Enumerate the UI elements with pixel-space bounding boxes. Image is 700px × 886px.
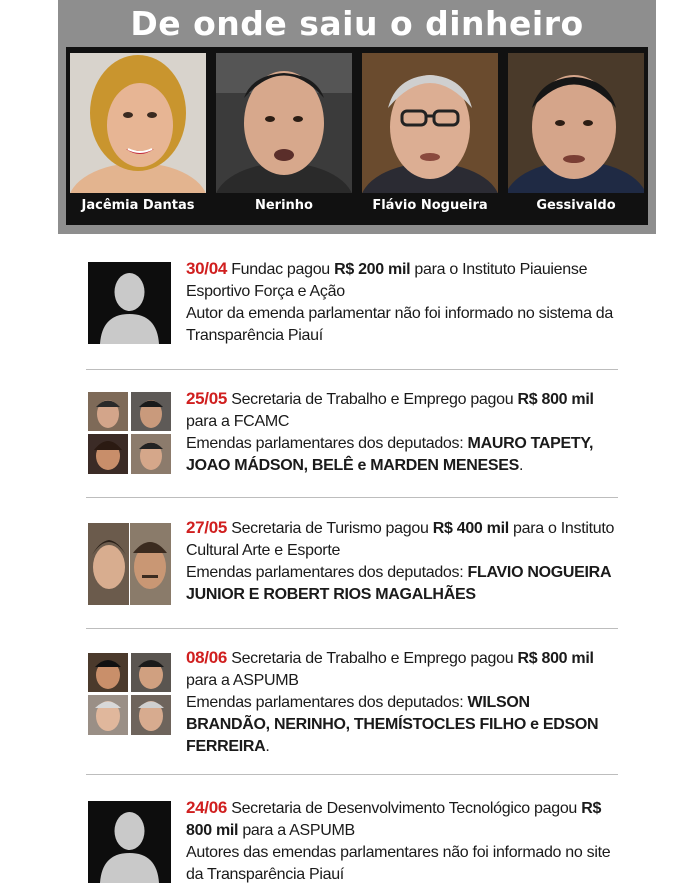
caption-gessivaldo: Gessivaldo [536, 198, 616, 213]
divider [86, 628, 618, 629]
entry-payer: Fundac pagou [231, 261, 330, 278]
entry-deputies: MAURO TAPETY, JOAO MÁDSON, BELÊ e MARDEN MENESES [186, 435, 594, 474]
divider [86, 369, 618, 370]
entry-note-prefix: Emendas parlamentares dos deputados: [186, 564, 464, 581]
header-panel [58, 0, 656, 234]
entry-note-prefix: Emendas parlamentares dos deputados: [186, 435, 464, 452]
entry-note: Autor da emenda parlamentar não foi informado no sistema da Transparência Piauí [186, 305, 614, 344]
portrait-flavio-nogueira [362, 53, 498, 193]
entry-end: . [518, 457, 524, 474]
entry-payer: Secretaria de Desenvolvimento Tecnológico pagou [231, 800, 578, 817]
entry-amount: R$ 800 mil [186, 800, 602, 839]
list-item [86, 517, 618, 609]
anonymous-silhouette-icon [88, 801, 171, 883]
caption-flavio-nogueira: Flávio Nogueira [372, 198, 488, 213]
portrait-gessivaldo [508, 53, 644, 193]
page-title: De onde saiu o dinheiro [130, 4, 584, 43]
list-item [86, 388, 618, 480]
entry-date: 27/05 [186, 518, 228, 537]
entry-amount: R$ 800 mil [517, 650, 594, 667]
entry-deputies: FLAVIO NOGUEIRA JUNIOR E ROBERT RIOS MAGALHÃES [186, 564, 611, 603]
entry-note: Autores das emendas parlamentares não foi informado no site da Transparência Piauí [186, 844, 611, 883]
deputies-photo-group [88, 523, 171, 605]
entry-recipient: para a ASPUMB [186, 672, 299, 689]
caption-nerinho: Nerinho [254, 198, 313, 213]
photo-strip [66, 47, 648, 225]
divider [86, 774, 618, 775]
divider [86, 497, 618, 498]
anonymous-silhouette-icon [88, 262, 171, 344]
entry-payer: Secretaria de Trabalho e Emprego pagou [231, 391, 514, 408]
entry-amount: R$ 400 mil [432, 520, 509, 537]
entry-payer: Secretaria de Trabalho e Emprego pagou [231, 650, 514, 667]
entry-recipient: para o Instituto Cultural Arte e Esporte [186, 520, 615, 559]
entry-date: 24/06 [186, 798, 228, 817]
entry-recipient: para a ASPUMB [242, 822, 355, 839]
caption-jacemia-dantas: Jacêmia Dantas [81, 198, 195, 213]
entry-note-prefix: Emendas parlamentares dos deputados: [186, 694, 464, 711]
entry-end: . [265, 738, 270, 755]
entry-amount: R$ 200 mil [334, 261, 411, 278]
deputies-photo-group [88, 653, 171, 735]
entry-recipient: para o Instituto Piauiense Esportivo Força e Ação [186, 261, 588, 300]
entry-date: 25/05 [186, 389, 228, 408]
list-item [86, 797, 618, 885]
entry-payer: Secretaria de Turismo pagou [231, 520, 429, 537]
portrait-jacemia-dantas [70, 53, 206, 193]
list-item [86, 647, 618, 757]
entry-amount: R$ 800 mil [517, 391, 594, 408]
deputies-photo-group [88, 392, 171, 474]
entry-date: 08/06 [186, 648, 228, 667]
portrait-nerinho [216, 53, 352, 193]
entry-recipient: para a FCAMC [186, 413, 290, 430]
entry-deputies: WILSON BRANDÃO, NERINHO, THEMÍSTOCLES FILHO e EDSON FERREIRA [186, 694, 599, 755]
entry-date: 30/04 [186, 259, 228, 278]
list-item [86, 258, 618, 350]
